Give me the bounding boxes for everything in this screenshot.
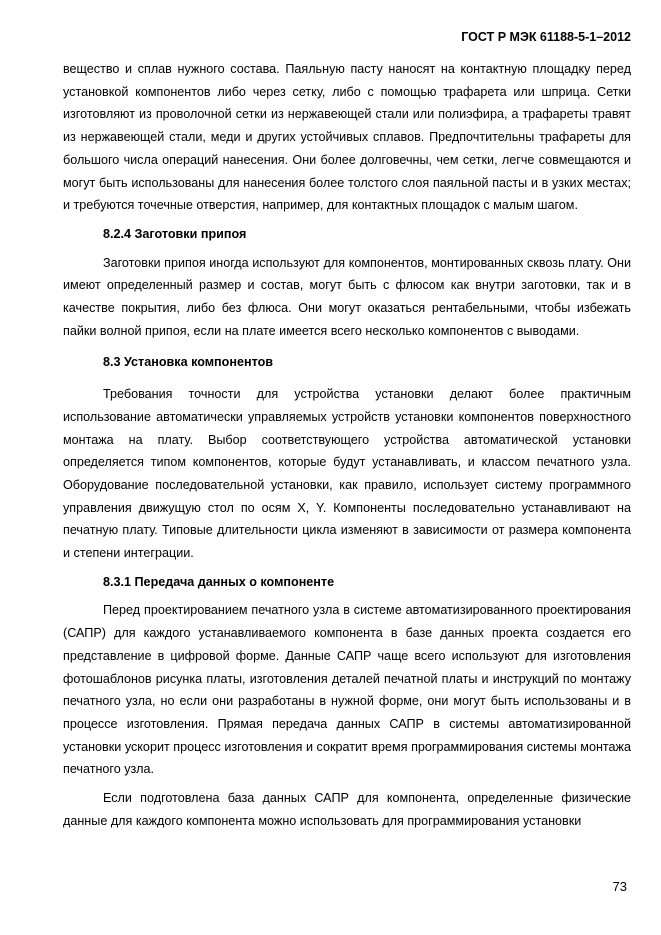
paragraph: Перед проектированием печатного узла в системе автоматизированного проектирования (САПР) для каждого устанавливаемого компонента в базе данных проекта создается его представление в цифровой форме. Данные САПР чаще всего используют для изготовления фотошаблонов рисунка платы, изготовления деталей печатной платы и инструкций по монтажу печатного узла, но если они разработаны в нужной форме, они могут быть использованы и в процессе изготовления. Прямая передача данных САПР в системы автоматизированной установки ускорит процесс изготовления и сократит время программирования системы монтажа печатного узла. <box>63 603 631 777</box>
section-heading: 8.3.1 Передача данных о компоненте <box>103 574 335 589</box>
standard-header: ГОСТ Р МЭК 61188-5-1–2012 <box>461 30 631 44</box>
paragraph: вещество и сплав нужного состава. Паяльную пасту наносят на контактную площадку перед установкой компонентов либо через сетку, либо с помощью трафарета или шприца. Сетки изготовляют из проволочной сетки из нержавеющей стали или полиэфира, а трафареты травят из нержавеющей стали, меди и других устойчивых сплавов. Предпочтительны трафареты для большого числа операций нанесения. Они более долговечны, чем сетки, легче совмещаются и могут быть использованы для нанесения более толстого слоя паяльной пасты и в узких местах; и требуются точечные отверстия, например, для контактных площадок с малым шагом. <box>63 62 631 213</box>
document-body <box>63 58 631 833</box>
paragraph: Если подготовлена база данных САПР для компонента, определенные физические данные для каждого компонента можно использовать для программирования установки <box>63 791 631 828</box>
paragraph: Требования точности для устройства установки делают более практичным использование автоматически управляемых устройств установки компонентов поверхностного монтажа на плату. Выбор соответствующего устройства автоматической установки определяется типом компонентов, которые будут устанавливать, и классом печатного узла. Оборудование последовательной установки, как правило, использует систему программного управления движущую стол по осям X, Y. Компоненты последовательно устанавливают на печатную плату. Типовые длительности цикла изменяют в зависимости от размера компонента и степени интеграции. <box>63 387 631 561</box>
section-heading: 8.2.4 Заготовки припоя <box>103 226 247 241</box>
paragraph: Заготовки припоя иногда используют для компонентов, монтированных сквозь плату. Они имеют определенный размер и состав, могут быть с флюсом как внутри заготовки, так и в качестве покрытия, либо без флюса. Они могут оказаться рентабельными, чтобы избежать пайки волной припоя, если на плате имеется всего несколько компонентов с выводами. <box>63 255 631 338</box>
page-number: 73 <box>612 879 627 894</box>
section-heading: 8.3 Установка компонентов <box>103 355 274 370</box>
